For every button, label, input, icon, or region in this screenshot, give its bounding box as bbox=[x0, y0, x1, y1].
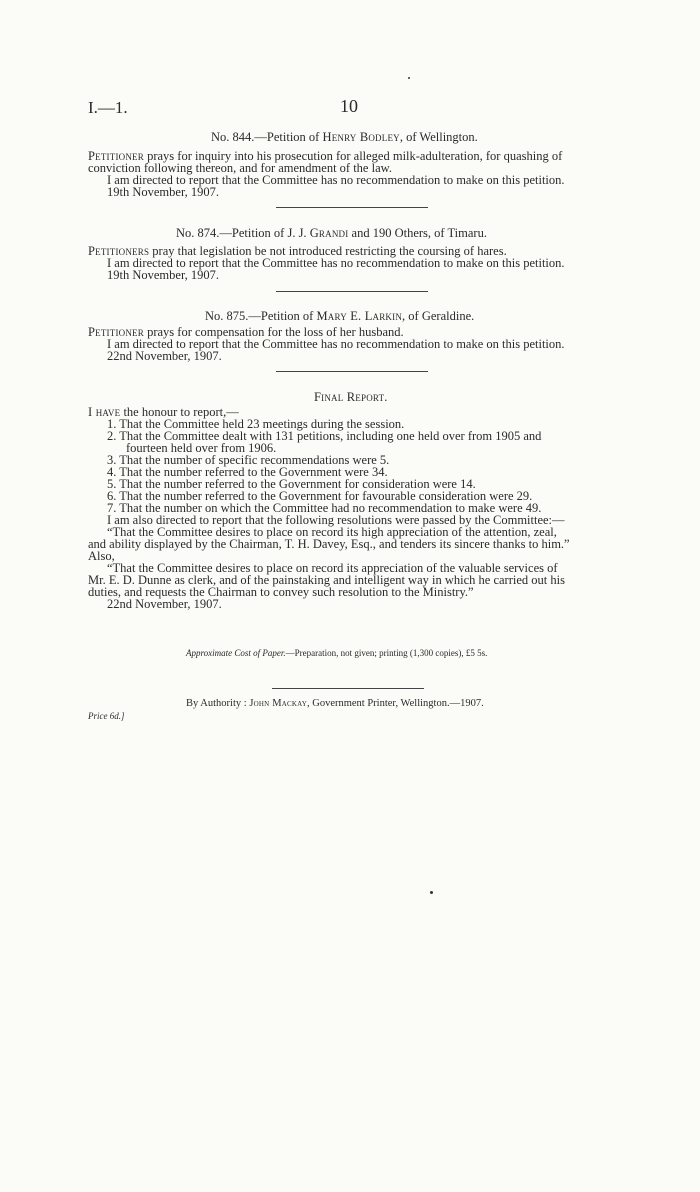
petition-date: 19th November, 1907. bbox=[107, 185, 219, 199]
petition-text-line: Petitioners pray that legislation be not introduced restricting the coursing of hares. bbox=[88, 244, 507, 258]
petition-title: No. 874.—Petition of J. J. Grandi and 190 Others, of Timaru. bbox=[176, 226, 487, 240]
price-label: Price 6d.] bbox=[88, 711, 125, 721]
divider-rule bbox=[272, 688, 424, 689]
report-text-line: and ability displayed by the Chairman, T. H. Davey, Esq., and tenders its sincere thanks to him.” bbox=[88, 537, 570, 551]
divider-rule bbox=[276, 291, 428, 292]
petition-date: 19th November, 1907. bbox=[107, 268, 219, 282]
report-item: 6. That the number referred to the Government for favourable consideration were 29. bbox=[107, 489, 533, 503]
report-item: 3. That the number of specific recommendations were 5. bbox=[107, 453, 390, 467]
report-item: 4. That the number referred to the Government were 34. bbox=[107, 465, 388, 479]
petition-text-line: Petitioner prays for compensation for the loss of her husband. bbox=[88, 325, 404, 339]
petition-text-line: I am directed to report that the Committee has no recommendation to make on this petition. bbox=[107, 173, 565, 187]
divider-rule bbox=[276, 207, 428, 208]
petition-date: 22nd November, 1907. bbox=[107, 349, 222, 363]
divider-rule bbox=[276, 371, 428, 372]
petition-text-line: Petitioner prays for inquiry into his prosecution for alleged milk-adulteration, for quashing of bbox=[88, 149, 563, 163]
series-number: I.—1. bbox=[88, 98, 128, 117]
report-text-line: “That the Committee desires to place on record its appreciation of the valuable services of bbox=[107, 561, 558, 575]
report-text-line: Also, bbox=[88, 549, 115, 563]
petition-title: No. 844.—Petition of Henry Bodley, of Wellington. bbox=[211, 130, 478, 144]
ink-speck bbox=[408, 77, 410, 79]
report-item: 2. That the Committee dealt with 131 petitions, including one held over from 1905 and bbox=[107, 429, 542, 443]
report-item: 7. That the number on which the Committee had no recommendation to make were 49. bbox=[107, 501, 542, 515]
petition-text-line: I am directed to report that the Committee has no recommendation to make on this petition. bbox=[107, 256, 565, 270]
petition-title: No. 875.—Petition of Mary E. Larkin, of Geraldine. bbox=[205, 309, 475, 323]
ink-speck bbox=[430, 891, 433, 894]
report-item: fourteen held over from 1906. bbox=[126, 441, 277, 455]
report-item: 5. That the number referred to the Government for consideration were 14. bbox=[107, 477, 476, 491]
cost-of-paper-note: Approximate Cost of Paper.—Preparation, not given; printing (1,300 copies), £5 5s. bbox=[186, 648, 488, 658]
petition-text-line: I am directed to report that the Committee has no recommendation to make on this petition. bbox=[107, 337, 565, 351]
petition-text-line: conviction following thereon, and for amendment of the law. bbox=[88, 161, 392, 175]
report-text-line: “That the Committee desires to place on record its high appreciation of the attention, zeal, bbox=[107, 525, 557, 539]
report-date: 22nd November, 1907. bbox=[107, 597, 222, 611]
report-text-line: I am also directed to report that the following resolutions were passed by the Committee:— bbox=[107, 513, 565, 527]
report-text-line: duties, and requests the Chairman to convey such resolution to the Ministry.” bbox=[88, 585, 474, 599]
final-report-intro: I have the honour to report,— bbox=[88, 405, 239, 419]
final-report-title: Final Report. bbox=[314, 390, 388, 404]
report-item: 1. That the Committee held 23 meetings during the session. bbox=[107, 417, 405, 431]
printer-imprint: By Authority : John Mackay, Government Printer, Wellington.—1907. bbox=[186, 698, 484, 709]
page-number: 10 bbox=[340, 96, 358, 116]
report-text-line: Mr. E. D. Dunne as clerk, and of the painstaking and intelligent way in which he carried out his bbox=[88, 573, 565, 587]
